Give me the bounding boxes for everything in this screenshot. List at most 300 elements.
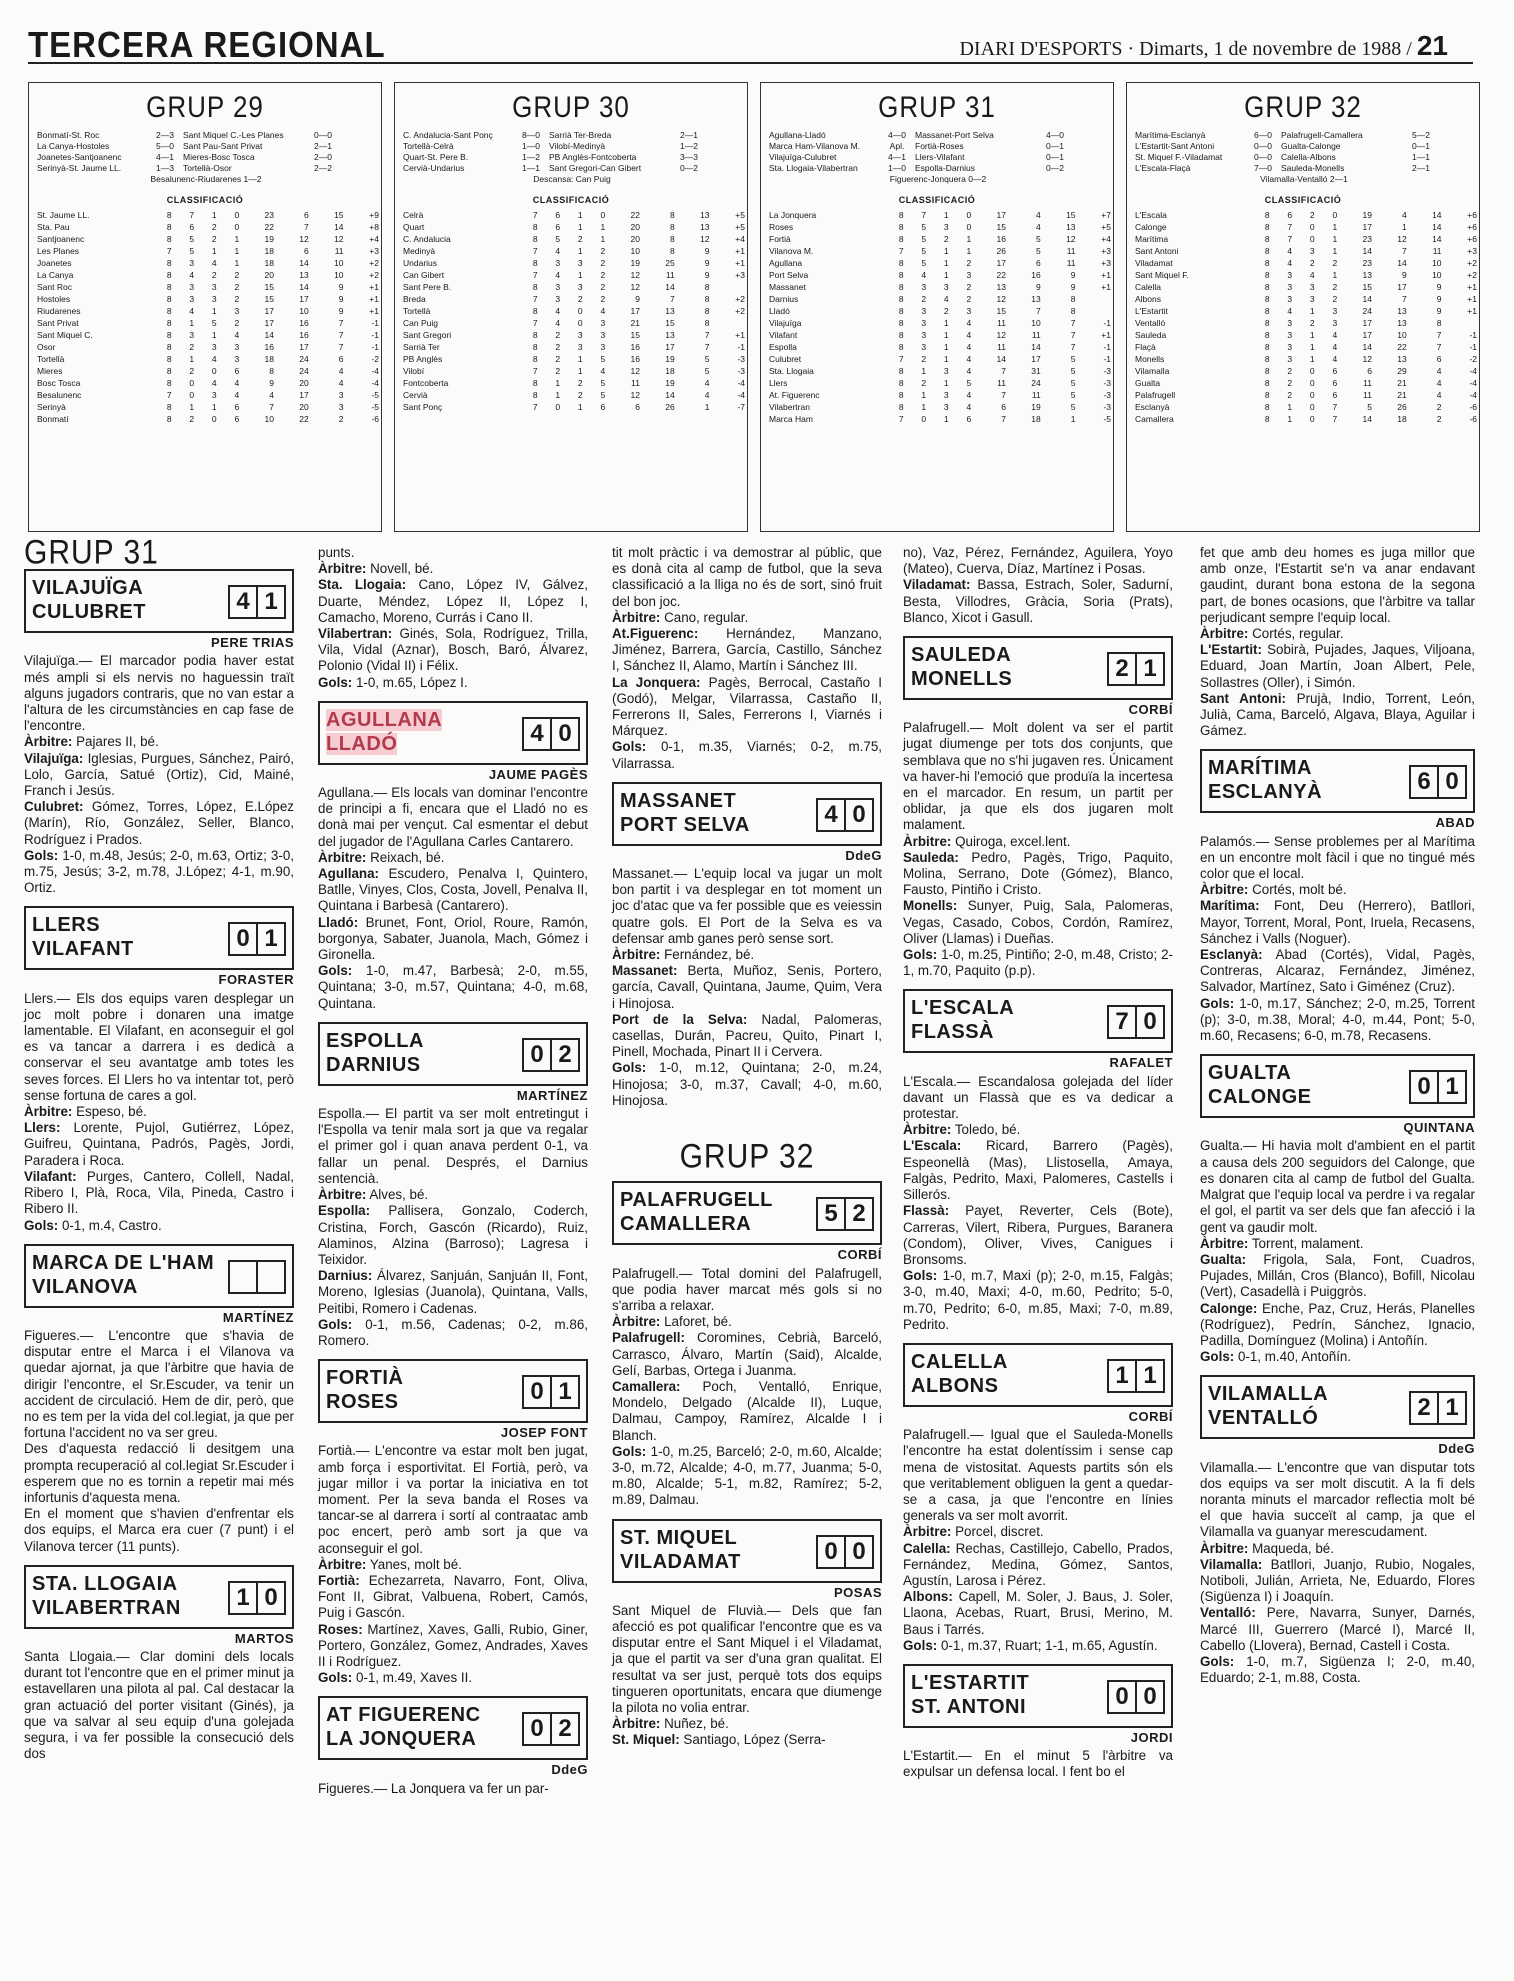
report-paragraph	[318, 626, 588, 675]
table-cell: 6	[555, 210, 561, 220]
table-cell: 2	[600, 270, 606, 280]
table-cell: 11	[1031, 390, 1041, 400]
report-author: FORASTER	[218, 972, 294, 988]
table-row	[29, 365, 381, 377]
match-report	[903, 989, 1173, 1332]
match-report	[24, 906, 294, 1233]
report-paragraph	[903, 850, 1173, 899]
table-cell: 8	[166, 402, 172, 412]
table-row	[1127, 329, 1479, 341]
score-box	[1107, 1005, 1165, 1039]
result-cell: Massanet-Port Selva	[915, 130, 994, 140]
table-row	[395, 221, 747, 233]
paragraph-text: Figueres.— L'encontre que s'havia de disputar entre el Marca i el Vilanova va quedar ajornat, ja que l'àrbitre que havia de dirigir l'encontre, el Sr.Escuder, va tenir un accident de circulació. Hem de dir, però, que no es tem per la vida del col.legiat, ja que per fortuna l'accident no va ser greu.	[24, 1327, 294, 1441]
table-cell: 8	[898, 342, 904, 352]
report-paragraph	[318, 866, 588, 915]
table-cell: 8	[166, 210, 172, 220]
paragraph-label: Àrbitre:	[1200, 1235, 1249, 1251]
score-digit: 4	[530, 719, 544, 747]
table-cell: 5	[600, 378, 606, 388]
table-cell: 4	[1287, 306, 1293, 316]
paragraph-text: Nadal, Palomeras, casellas, Durán, Pacreu, Quito, Pinart I, Pinell, Mochada, Pinart II i Cervera.	[612, 1011, 882, 1060]
home-team: STA. LLOGAIA	[32, 1572, 178, 1595]
table-cell: 23	[1362, 258, 1372, 268]
table-cell: +1	[1101, 270, 1111, 280]
table-cell: Sant Privat	[37, 318, 79, 328]
result-cell: Llers-Vilafant	[915, 152, 965, 162]
table-cell: 7	[1070, 330, 1076, 340]
table-cell: 5	[189, 246, 195, 256]
table-cell: 8	[1264, 234, 1270, 244]
table-row	[1127, 365, 1479, 377]
group-box	[28, 82, 382, 532]
paragraph-text: Sant Miquel de Fluvià.— Dels que fan afecció es pot qualificar l'encontre que es va disputar entre el Sant Miquel i el Viladamat, ja que el partit va ser d'una gran qualitat. El resultat va ser just, perquè tots dos equips tingueren oportunitats, encara que diumenge la pilota no volia entrar.	[612, 1602, 882, 1715]
paragraph-label: Fortià:	[318, 1572, 360, 1588]
match-header	[24, 906, 294, 970]
home-team: VILAMALLA	[1208, 1383, 1329, 1406]
report-paragraph	[903, 1638, 1173, 1654]
table-cell: 8	[1264, 342, 1270, 352]
table-row	[29, 353, 381, 365]
table-cell: -2	[371, 354, 379, 364]
table-cell: +1	[1467, 282, 1477, 292]
table-cell: 1	[921, 390, 927, 400]
report-paragraph	[1200, 898, 1475, 947]
result-row	[37, 130, 375, 141]
table-cell: 3	[577, 330, 583, 340]
table-cell: 6	[234, 402, 240, 412]
table-cell: 6	[1367, 366, 1372, 376]
report-author: JAUME PAGÈS	[488, 766, 588, 782]
table-cell: 5	[1070, 378, 1076, 388]
report-author: MARTOS	[234, 1630, 294, 1646]
paragraph-text: Vilajuïga.— El marcador podia haver estat més ampli si els nervis no haguessin traït alguns jugadors contraris, que no van estar a l'altura de les circumstàncies en cap fase de l'encontre.	[24, 653, 294, 734]
table-cell: 8	[166, 294, 172, 304]
report-paragraph	[318, 1781, 588, 1797]
table-cell: Mieres	[37, 366, 63, 376]
paragraph-text: Hernández, Manzano, Jiménez, Barrera, García, Castillo, Sánchez I, Sánchez II, Alamo, Martín i Sánchez III.	[612, 626, 882, 674]
page-number: 21	[1416, 30, 1448, 61]
table-cell: 17	[299, 294, 309, 304]
table-cell: Vilajuïga	[769, 318, 802, 328]
paragraph-text: Lorente, Pujol, Gutiérrez, López, Guifreu, Quintana, Padrós, Pagès, Jordi, Paradera i Roca.	[24, 1120, 294, 1168]
classification-table	[761, 209, 1113, 425]
table-cell: +7	[1101, 210, 1111, 220]
table-cell: 0	[966, 222, 972, 232]
report-paragraph	[903, 545, 1173, 577]
table-cell: 3	[943, 402, 949, 412]
table-cell: 7	[1070, 318, 1076, 328]
paragraph-text: Palafrugell.— Molt dolent va ser el partit jugat diumenge per tots dos conjunts, que semblava que no s'hi jugaven res. Únicament va haver-hi l'emoció que produïa la incertesa en el marcador. En resum, un partit per oblidar, ja que els dos jugaren molt malament.	[903, 720, 1173, 833]
table-cell: 10	[334, 258, 344, 268]
table-cell: 1	[943, 210, 949, 220]
table-cell: 8	[1264, 306, 1270, 316]
table-cell: 14	[665, 282, 675, 292]
table-cell: 2	[921, 294, 927, 304]
result-row	[37, 152, 375, 163]
match-report	[1200, 749, 1475, 1044]
report-author: DdeG	[845, 847, 882, 863]
paragraph-text: Espeso, bé.	[72, 1104, 147, 1120]
table-row	[1127, 281, 1479, 293]
results-list	[403, 130, 741, 185]
table-cell: 11	[1031, 330, 1041, 340]
result-extra: Besalunenc-Riudarenes 1—2	[150, 174, 262, 184]
table-cell: 3	[211, 342, 217, 352]
table-cell: St. Jaume LL.	[37, 210, 90, 220]
table-cell: 5	[600, 390, 606, 400]
paragraph-text: Álvarez, Sanjuán, Sanjuán II, Font, Moreno, Iglesias (Juanola), Quintana, Valls, Peitibi, Romero i Cadenas.	[318, 1268, 588, 1316]
table-cell: -1	[371, 330, 379, 340]
paragraph-label: Àrbitre:	[318, 849, 367, 865]
report-paragraph	[24, 1441, 294, 1506]
home-team: ST. MIQUEL	[620, 1526, 738, 1549]
report-paragraph	[318, 785, 588, 850]
table-cell: 8	[704, 306, 710, 316]
table-cell: 4	[1436, 378, 1442, 388]
table-cell: 3	[1287, 318, 1293, 328]
table-cell: 2	[966, 258, 972, 268]
home-team: CALELLA	[911, 1350, 1008, 1373]
report-paragraph	[24, 1328, 294, 1441]
result-cell: 5—2	[1412, 130, 1430, 140]
home-team: AT FIGUERENC	[326, 1704, 481, 1727]
away-team: ROSES	[326, 1391, 399, 1414]
match-header	[903, 636, 1173, 700]
table-cell: Santjoanenc	[37, 234, 85, 244]
table-cell: 9	[338, 282, 344, 292]
paper-name: DIARI D'ESPORTS · Dimarts, 1 de novembre de 1988 /	[959, 38, 1412, 60]
table-cell: 16	[996, 234, 1006, 244]
table-cell: 1	[211, 402, 217, 412]
table-cell	[1444, 317, 1479, 329]
paragraph-text: Des d'aquesta redacció li desitgem una prompta recuperació al col.legiat Sr.Escuder i esperem que no es tornin a repetir mai més infortunis d'aquesta mena.	[24, 1441, 294, 1505]
table-cell: 4	[966, 318, 972, 328]
match-header	[24, 1244, 294, 1308]
table-row	[395, 269, 747, 281]
paragraph-label: Àrbitre:	[612, 609, 661, 625]
table-cell: 12	[1397, 234, 1407, 244]
match-header	[1200, 1054, 1475, 1118]
home-team: LLERS	[32, 914, 101, 937]
table-cell: 3	[966, 306, 972, 316]
table-cell: 8	[898, 402, 904, 412]
table-cell: -4	[371, 378, 379, 388]
table-cell: 9	[338, 306, 344, 316]
match-header	[24, 1565, 294, 1629]
report-paragraph	[24, 1169, 294, 1218]
paragraph-label: Calonge:	[1200, 1300, 1258, 1316]
table-cell: 8	[898, 222, 904, 232]
table-cell: 15	[996, 306, 1006, 316]
table-cell: 2	[1332, 282, 1338, 292]
table-cell: 11	[997, 342, 1006, 352]
score-digit: 0	[1135, 1682, 1163, 1712]
table-cell: 14	[1432, 234, 1442, 244]
table-cell: 1	[555, 378, 561, 388]
table-cell: 7	[1332, 414, 1338, 424]
table-cell: 3	[1287, 294, 1293, 304]
home-team: L'ESCALA	[911, 997, 1015, 1020]
paragraph-text: 0-1, m.35, Viarnés; 0-2, m.75, Vilarrassa.	[612, 739, 882, 771]
paragraph-text: fet que amb deu homes es juga millor que amb onze, l'Estartit se'n va anar endavant gaudint, durant bona estona de la segona part, de bones ocasions, que l'àrbitre va tallar perjudicant sempre l'equip local.	[1200, 545, 1475, 625]
table-cell: 2	[600, 282, 606, 292]
result-row	[1135, 130, 1473, 141]
report-paragraph	[318, 1203, 588, 1268]
table-row	[29, 221, 381, 233]
table-cell: 1	[966, 234, 972, 244]
table-cell: 1	[189, 402, 195, 412]
score-box	[816, 798, 874, 832]
report-paragraph	[612, 1444, 882, 1509]
table-cell: 4	[600, 366, 606, 376]
table-cell: 1	[577, 210, 583, 220]
table-cell: 7	[898, 354, 904, 364]
table-cell: 9	[1070, 282, 1076, 292]
table-cell: 8	[1264, 378, 1270, 388]
score-box	[522, 1375, 580, 1409]
paragraph-text: Quiroga, excel.lent.	[951, 833, 1071, 849]
home-team: VILAJUÏGA	[32, 577, 144, 600]
table-cell: 7	[1070, 342, 1076, 352]
table-row	[395, 353, 747, 365]
table-cell: 2	[577, 234, 583, 244]
paragraph-label: Darnius:	[318, 1268, 373, 1284]
table-cell: 17	[1362, 318, 1372, 328]
report-paragraph	[24, 848, 294, 897]
table-cell: 19	[665, 354, 675, 364]
result-cell: 1—1	[522, 163, 540, 173]
table-cell: 6	[1036, 258, 1041, 268]
classification-title: CLASSIFICACIÓ	[1264, 195, 1342, 205]
home-team: AGULLANA	[326, 708, 443, 731]
paragraph-text: no), Vaz, Pérez, Fernández, Aguilera, Yoyo (Mateo), Cuerva, Díaz, Martínez i Posas.	[903, 545, 1173, 577]
table-cell: 4	[966, 366, 972, 376]
table-cell: 13	[1362, 270, 1372, 280]
paragraph-text: Coromines, Cebrià, Barceló, Carrasco, Álvaro, Martín (Said), Alcalde, Gelí, Barbas, Ortega i Juanma.	[612, 1330, 882, 1378]
paragraph-text: Gómez, Torres, López, E.López (Marín), Río, González, Seller, Blanco, Rodríguez i Prados.	[24, 799, 294, 847]
table-cell: 17	[299, 390, 309, 400]
table-cell: 8	[532, 306, 538, 316]
table-cell: 31	[1031, 366, 1041, 376]
table-cell: 12	[630, 282, 640, 292]
score-digit: 0	[530, 1715, 544, 1743]
table-cell: 19	[630, 258, 640, 268]
table-cell: 18	[264, 246, 274, 256]
table-cell: +1	[735, 258, 745, 268]
table-cell: 3	[943, 222, 949, 232]
result-cell: 8—0	[522, 130, 540, 140]
score-digit: 6	[1417, 768, 1431, 796]
table-cell: 7	[1001, 414, 1006, 424]
table-cell: 3	[577, 258, 583, 268]
match-header	[903, 1664, 1173, 1728]
table-cell: 2	[577, 294, 583, 304]
table-cell: Can Puig	[403, 318, 438, 328]
away-team: PORT SELVA	[620, 813, 750, 836]
result-extra: Descansa: Can Puig	[533, 174, 611, 184]
table-cell: 5	[189, 234, 195, 244]
table-cell: -2	[1469, 354, 1477, 364]
table-cell: 7	[338, 330, 344, 340]
table-cell: -4	[737, 378, 745, 388]
report-paragraph	[612, 739, 882, 771]
report-paragraph	[24, 1506, 294, 1555]
table-cell: 4	[555, 270, 561, 280]
report-author: RAFALET	[1109, 1055, 1173, 1071]
group-box	[394, 82, 748, 532]
match-report	[612, 1519, 882, 1749]
table-cell: 5	[966, 378, 972, 388]
table-cell: 14	[1362, 414, 1372, 424]
table-cell: 9	[1402, 270, 1407, 280]
result-cell: La Canya-Hostoles	[37, 141, 110, 151]
table-cell: 4	[234, 390, 240, 400]
result-cell: 2—0	[314, 152, 332, 162]
table-row	[29, 341, 381, 353]
table-cell: Culubret	[769, 354, 802, 364]
table-cell: 1	[943, 318, 949, 328]
table-cell: 8	[166, 306, 172, 316]
table-cell: 16	[1031, 270, 1041, 280]
paragraph-text: En el moment que s'havien d'enfrentar els dos equips, el Marca era cuer (7 punt) i el Vilanova tercer (11 punts).	[24, 1506, 294, 1554]
home-team: PALAFRUGELL	[620, 1189, 773, 1212]
paragraph-label: Vilabertran:	[318, 626, 393, 642]
table-cell: 5	[1070, 402, 1076, 412]
table-cell: Quart	[403, 222, 425, 232]
away-team: CALONGE	[1208, 1086, 1312, 1109]
table-row	[761, 221, 1113, 233]
report-paragraph	[612, 866, 882, 947]
paragraph-text: Batllori, Juanjo, Rubio, Nogales, Notiboli, Julián, Arrieta, Ne, Eduardo, Flores (Sigüenza I) i Joaquín.	[1200, 1556, 1475, 1605]
match-report	[1200, 1054, 1475, 1365]
result-cell: 1—0	[522, 141, 540, 151]
table-cell: 8	[704, 318, 710, 328]
table-cell: +6	[1467, 234, 1477, 244]
classification-title: CLASSIFICACIÓ	[166, 195, 244, 205]
paragraph-text: Echezarreta, Navarro, Font, Oliva, Font II, Gibrat, Valbuena, Robert, Camós, Puig i Gascón.	[318, 1572, 588, 1621]
paragraph-label: Albons:	[903, 1589, 953, 1605]
table-cell: 19	[665, 378, 675, 388]
table-cell: 4	[1332, 330, 1338, 340]
score-digit: 0	[550, 719, 578, 749]
table-cell: Marítima	[1135, 234, 1169, 244]
table-cell: Port Selva	[769, 270, 809, 280]
score-digit: 1	[1115, 1361, 1129, 1389]
table-cell: 17	[1362, 222, 1372, 232]
report-paragraph	[903, 1427, 1173, 1524]
table-cell: 18	[264, 258, 274, 268]
table-row	[1127, 257, 1479, 269]
table-cell: 6	[189, 222, 195, 232]
report-paragraph	[612, 675, 882, 740]
away-team: VILABERTRAN	[32, 1596, 181, 1619]
result-cell: L'Escala-Flaçà	[1135, 163, 1191, 173]
report-paragraph	[1200, 1236, 1475, 1252]
table-cell: 3	[211, 390, 217, 400]
table-cell: 7	[670, 294, 675, 304]
report-paragraph	[612, 1603, 882, 1716]
table-row	[395, 305, 747, 317]
score-digit: 0	[824, 1537, 838, 1565]
table-cell: 4	[555, 318, 561, 328]
table-cell: 4	[1436, 366, 1442, 376]
table-cell: 3	[338, 402, 344, 412]
home-team: FORTIÀ	[326, 1367, 404, 1390]
table-cell: 3	[921, 330, 927, 340]
home-team: ESPOLLA	[326, 1029, 424, 1052]
table-cell: 7	[1287, 222, 1293, 232]
table-cell: 11	[1066, 258, 1076, 268]
paragraph-text: Agullana.— Els locals van dominar l'encontre de principi a fi, encara que el Lladó no es donà mai per vençut. Cal esmentar el debut del jugador de l'Agullana Carles Cantarero.	[318, 785, 588, 849]
paragraph-label: Massanet:	[612, 963, 678, 979]
result-row	[37, 141, 375, 152]
paragraph-text: Brunet, Font, Oriol, Roure, Ramón, borgonya, Sabater, Juanola, Mach, Gómez i Gironella.	[318, 914, 588, 963]
table-cell: -3	[1103, 390, 1111, 400]
result-cell: Calella-Albons	[1281, 152, 1336, 162]
result-cell: 6—0	[1254, 130, 1272, 140]
paragraph-label: Port de la Selva:	[612, 1011, 748, 1027]
result-cell: Tortellà-Osor	[183, 163, 232, 173]
table-row	[395, 401, 747, 413]
paragraph-text: tit molt pràctic i va demostrar al públic, que es donà cita al camp de futbol, que la seva classificació a la lliga no és de sort, sinó fruit del bon joc.	[612, 545, 882, 609]
table-cell: Osor	[37, 342, 56, 352]
table-cell: 3	[921, 318, 927, 328]
table-cell: +5	[735, 210, 745, 220]
table-row	[395, 233, 747, 245]
table-cell: 8	[670, 210, 675, 220]
table-cell: 6	[304, 246, 309, 256]
table-cell: 1	[1309, 354, 1315, 364]
table-cell: +3	[1101, 258, 1111, 268]
table-cell: -3	[1103, 402, 1111, 412]
paragraph-text: Massanet.— L'equip local va jugar un molt bon partit i va desplegar en tot moment un joc d'atac que va fer possible que es veiessin quatre gols. El Port de la Selva es va defensar amb ganes però sense sort.	[612, 866, 882, 946]
table-cell: 9	[338, 294, 344, 304]
result-cell: 7—0	[1254, 163, 1272, 173]
table-row	[761, 293, 1113, 305]
table-cell: 4	[211, 378, 217, 388]
table-cell: 7	[166, 246, 172, 256]
table-cell: L'Escala	[1135, 210, 1167, 220]
table-cell: 8	[1264, 222, 1270, 232]
table-row	[395, 377, 747, 389]
result-cell: Sarrià Ter-Breda	[549, 130, 612, 140]
table-cell: 24	[299, 354, 309, 364]
table-cell: -5	[371, 402, 379, 412]
score-digit: 0	[1437, 767, 1465, 797]
match-header	[1200, 1375, 1475, 1439]
paper-dateline	[959, 30, 1448, 62]
table-cell: 3	[234, 342, 240, 352]
group-title: GRUP 29	[146, 89, 264, 124]
paragraph-label: Viladamat:	[903, 577, 971, 593]
report-paragraph	[318, 1106, 588, 1187]
classification-title: CLASSIFICACIÓ	[532, 195, 610, 205]
paragraph-text: Santiago, López (Serra-	[679, 1732, 826, 1748]
table-cell: Tortellà	[37, 354, 65, 364]
paragraph-text: Pedro, Pagès, Trigo, Paquito, Molina, Serrano, Dote (Gómez), Blanco, Fausto, Pintiño i Cristo.	[903, 849, 1173, 898]
report-author: JORDI	[1130, 1729, 1173, 1745]
table-cell: 16	[299, 330, 309, 340]
report-paragraph	[24, 1104, 294, 1120]
paragraph-label: Gols:	[1200, 995, 1235, 1011]
table-cell: +2	[735, 306, 745, 316]
section-title: TERCERA REGIONAL	[28, 24, 386, 65]
table-cell: 1	[921, 366, 927, 376]
report-paragraph	[903, 1541, 1173, 1590]
table-cell: -4	[1469, 366, 1477, 376]
table-cell: -7	[737, 402, 745, 412]
